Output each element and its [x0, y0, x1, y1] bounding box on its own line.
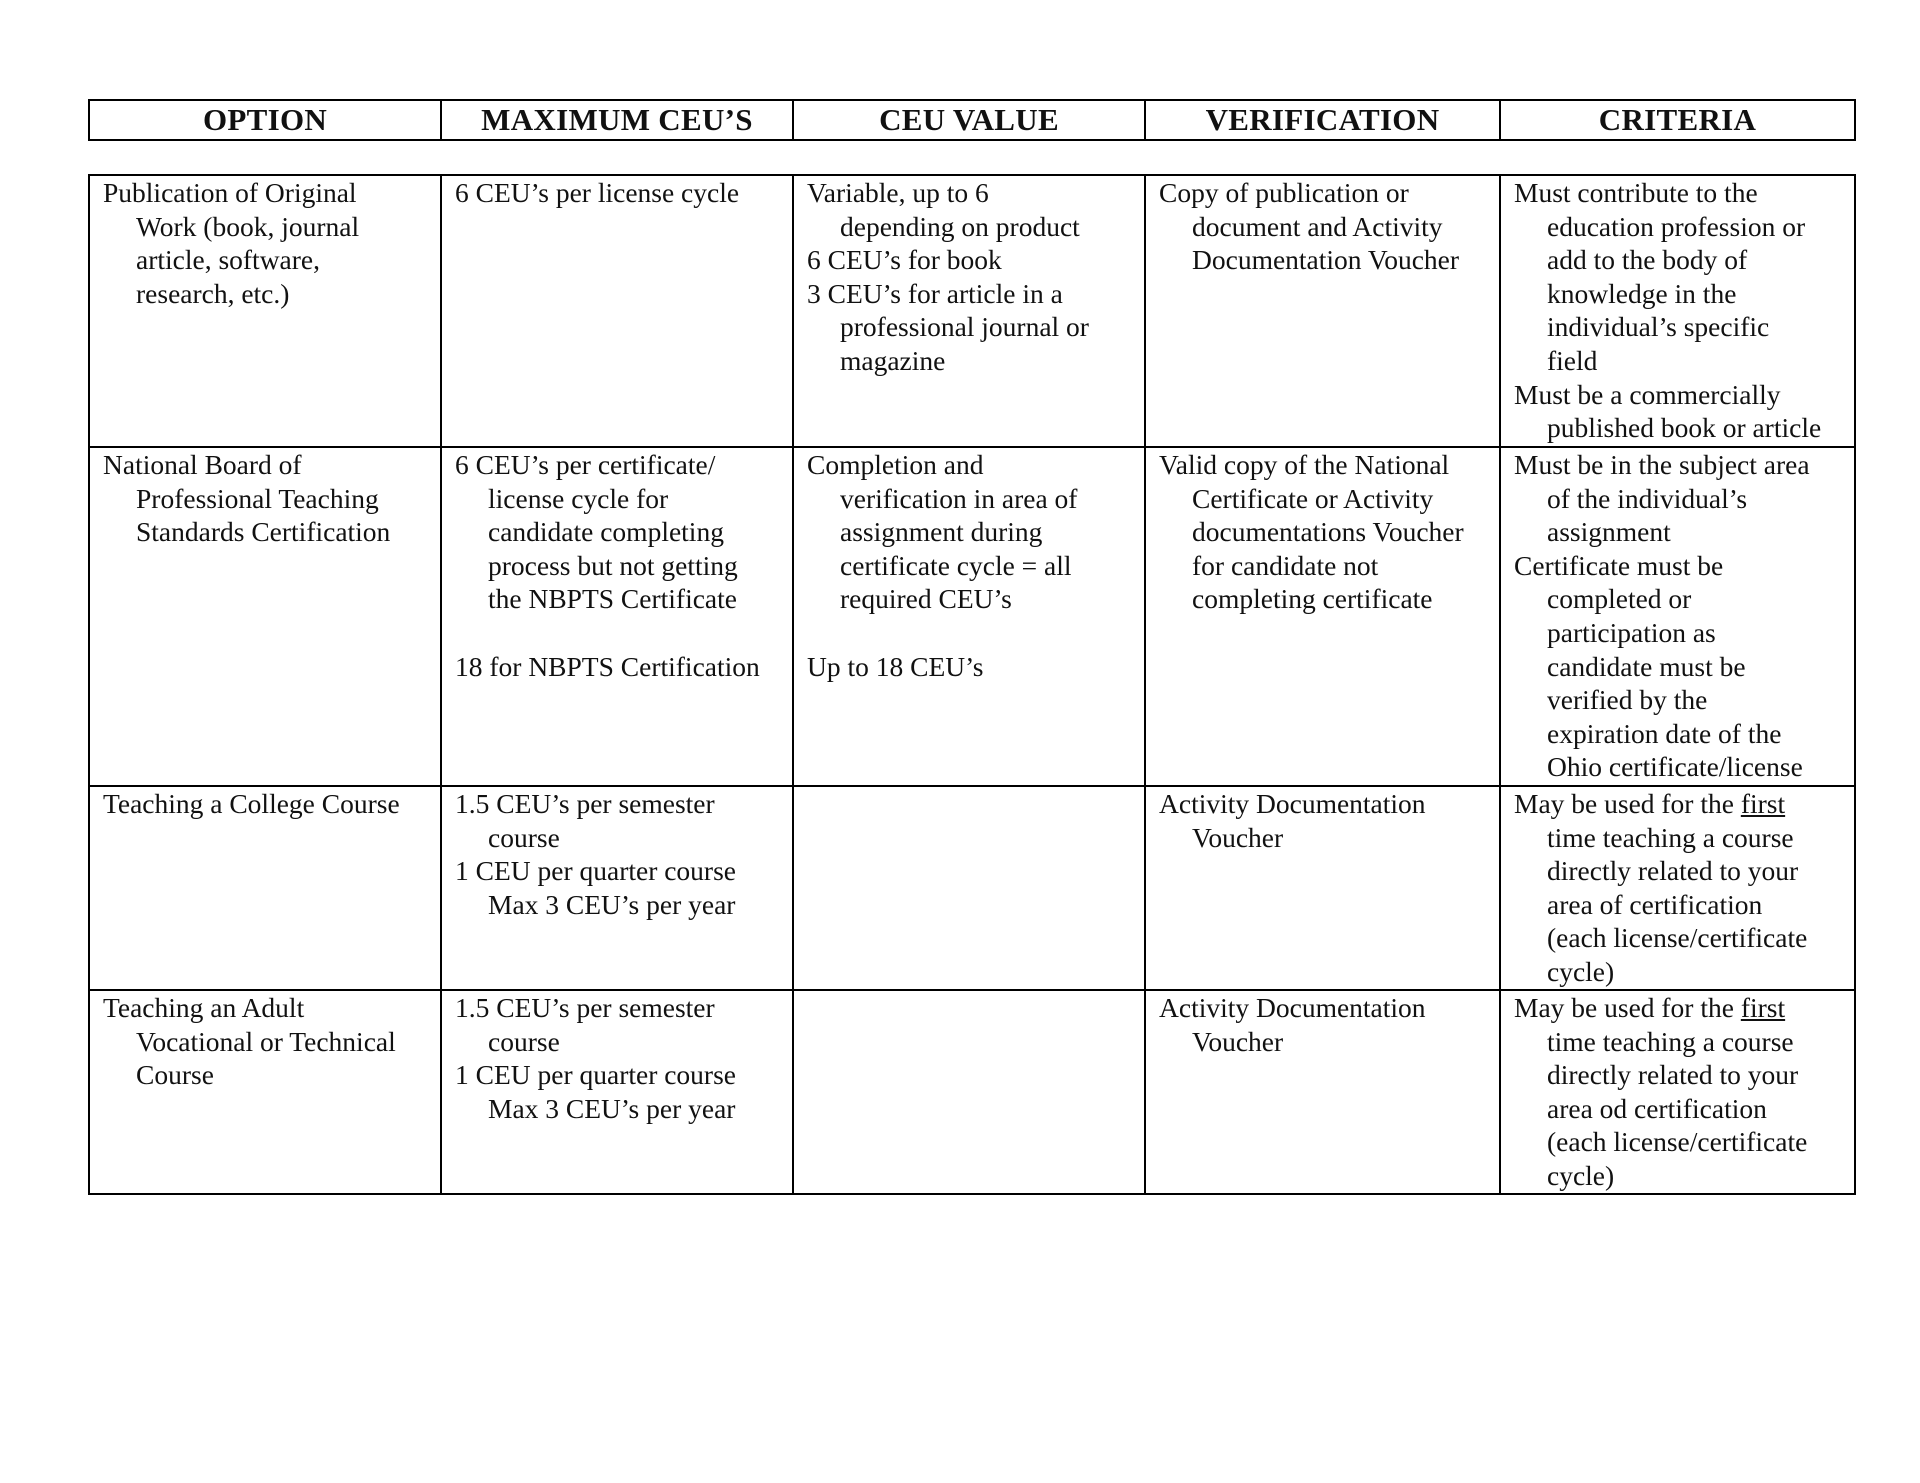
cell-line: documentations Voucher [1192, 516, 1464, 548]
option-cell [89, 447, 441, 786]
cell-line: 1 CEU per quarter course [455, 855, 737, 887]
criteria-cell [1500, 447, 1855, 786]
cell-line: knowledge in the [1547, 277, 1737, 309]
cell-line: Copy of publication or [1159, 177, 1409, 208]
max-ceus-cell [441, 175, 793, 447]
verification-cell [1145, 990, 1500, 1194]
cell-line: for candidate not [1192, 549, 1379, 581]
cell-line: 1.5 CEU’s per semester [455, 788, 715, 819]
cell-line: license cycle for [488, 482, 669, 514]
cell-line: completing certificate [1192, 583, 1433, 615]
criteria-cell [1500, 990, 1855, 1194]
cell-line: 3 CEU’s for article in a [807, 277, 1063, 309]
table-row [89, 175, 1855, 447]
cell-line: 1 CEU per quarter course [455, 1059, 737, 1091]
cell-line: of the individual’s [1547, 482, 1748, 514]
cell-line: Professional Teaching [136, 482, 379, 514]
ceu-value-cell [793, 990, 1145, 1194]
max-ceus-cell [441, 990, 793, 1194]
cell-line: research, etc.) [136, 277, 290, 309]
option-cell [89, 990, 441, 1194]
cell-line: verified by the [1547, 684, 1708, 716]
cell-line: magazine [840, 344, 946, 376]
cell-line: article, software, [136, 244, 321, 276]
cell-line: field [1547, 344, 1598, 376]
cell-line: education profession or [1547, 210, 1806, 242]
cell-line: cycle) [1547, 1159, 1615, 1191]
cell-line [1514, 991, 1846, 1025]
cell-line: Standards Certification [136, 516, 391, 548]
cell-line: Certificate or Activity [1192, 482, 1434, 514]
header-option: OPTION [89, 100, 441, 140]
cell-line: individual’s specific [1547, 311, 1770, 343]
header-verification: VERIFICATION [1145, 100, 1500, 140]
cell-line: 1.5 CEU’s per semester [455, 992, 715, 1023]
max-ceus-cell [441, 447, 793, 786]
cell-line: Max 3 CEU’s per year [488, 1092, 736, 1124]
cell-line: Vocational or Technical [136, 1025, 396, 1057]
ceu-options-table [88, 174, 1856, 1195]
cell-line: 18 for NBPTS Certification [455, 650, 760, 682]
cell-line: area of certification [1547, 888, 1763, 920]
cell-line: (each license/certificate [1547, 1126, 1808, 1158]
cell-line: Ohio certificate/license [1547, 751, 1803, 783]
underlined-word: first [1740, 992, 1786, 1023]
cell-line: Certificate must be [1514, 549, 1724, 581]
criteria-cell [1500, 175, 1855, 447]
cell-line: assignment [1547, 516, 1671, 548]
cell-line: Max 3 CEU’s per year [488, 888, 736, 920]
header-maximum-ceus: MAXIMUM CEU’S [441, 100, 793, 140]
cell-line: Must be a commercially [1514, 378, 1781, 410]
cell-line: Activity Documentation [1159, 992, 1426, 1023]
verification-cell [1145, 175, 1500, 447]
table-row [89, 990, 1855, 1194]
cell-line: participation as [1547, 616, 1716, 648]
cell-line: Teaching a College Course [103, 788, 400, 819]
cell-line: Must be in the subject area [1514, 449, 1810, 480]
cell-line: the NBPTS Certificate [488, 583, 737, 615]
header-table [88, 99, 1856, 141]
cell-line: Documentation Voucher [1192, 244, 1460, 276]
criteria-prefix: May be used for the [1514, 788, 1741, 819]
cell-line: course [488, 1025, 560, 1057]
cell-line: (each license/certificate [1547, 922, 1808, 954]
cell-line: Variable, up to 6 [807, 177, 989, 208]
cell-line: course [488, 821, 560, 853]
cell-line: time teaching a course [1547, 821, 1794, 853]
max-ceus-cell [441, 786, 793, 990]
table-row [89, 447, 1855, 786]
cell-line: Work (book, journal [136, 210, 360, 242]
cell-line: document and Activity [1192, 210, 1443, 242]
option-cell [89, 175, 441, 447]
cell-line: Completion and [807, 449, 984, 480]
cell-line: process but not getting [488, 549, 738, 581]
option-cell [89, 786, 441, 990]
cell-line: Voucher [1192, 821, 1284, 853]
ceu-value-cell [793, 447, 1145, 786]
cell-line: certificate cycle = all [840, 549, 1072, 581]
cell-line [1514, 787, 1846, 821]
cell-line: cycle) [1547, 955, 1615, 987]
cell-line: required CEU’s [840, 583, 1012, 615]
verification-cell [1145, 447, 1500, 786]
cell-line: Valid copy of the National [1159, 449, 1450, 480]
header-row [89, 100, 1855, 140]
cell-line: verification in area of [840, 482, 1078, 514]
cell-line: Publication of Original [103, 177, 357, 208]
cell-line: completed or [1547, 583, 1692, 615]
cell-line: Must contribute to the [1514, 177, 1758, 208]
verification-cell [1145, 786, 1500, 990]
cell-line: expiration date of the [1547, 717, 1782, 749]
criteria-cell [1500, 786, 1855, 990]
blank-line [807, 616, 1136, 650]
ceu-value-cell [793, 175, 1145, 447]
ceu-value-cell [793, 786, 1145, 990]
underlined-word: first [1740, 788, 1786, 819]
criteria-prefix: May be used for the [1514, 992, 1741, 1023]
cell-line: directly related to your [1547, 1059, 1799, 1091]
cell-line: professional journal or [840, 311, 1089, 343]
cell-line: assignment during [840, 516, 1043, 548]
cell-line: candidate completing [488, 516, 724, 548]
cell-line: Voucher [1192, 1025, 1284, 1057]
cell-line: National Board of [103, 449, 302, 480]
cell-line: area od certification [1547, 1092, 1767, 1124]
cell-line: time teaching a course [1547, 1025, 1794, 1057]
cell-line: Activity Documentation [1159, 788, 1426, 819]
table-row [89, 786, 1855, 990]
cell-line: depending on product [840, 210, 1080, 242]
cell-line: published book or article [1547, 412, 1822, 444]
cell-line: Course [136, 1059, 214, 1091]
cell-line: 6 CEU’s per license cycle [455, 177, 740, 208]
cell-line: add to the body of [1547, 244, 1748, 276]
cell-line: Teaching an Adult [103, 992, 305, 1023]
blank-line [455, 616, 784, 650]
cell-line: candidate must be [1547, 650, 1746, 682]
header-ceu-value: CEU VALUE [793, 100, 1145, 140]
cell-line: Up to 18 CEU’s [807, 650, 984, 682]
cell-line: 6 CEU’s for book [807, 244, 1002, 276]
cell-line: 6 CEU’s per certificate/ [455, 449, 716, 480]
cell-line: directly related to your [1547, 855, 1799, 887]
header-criteria: CRITERIA [1500, 100, 1855, 140]
